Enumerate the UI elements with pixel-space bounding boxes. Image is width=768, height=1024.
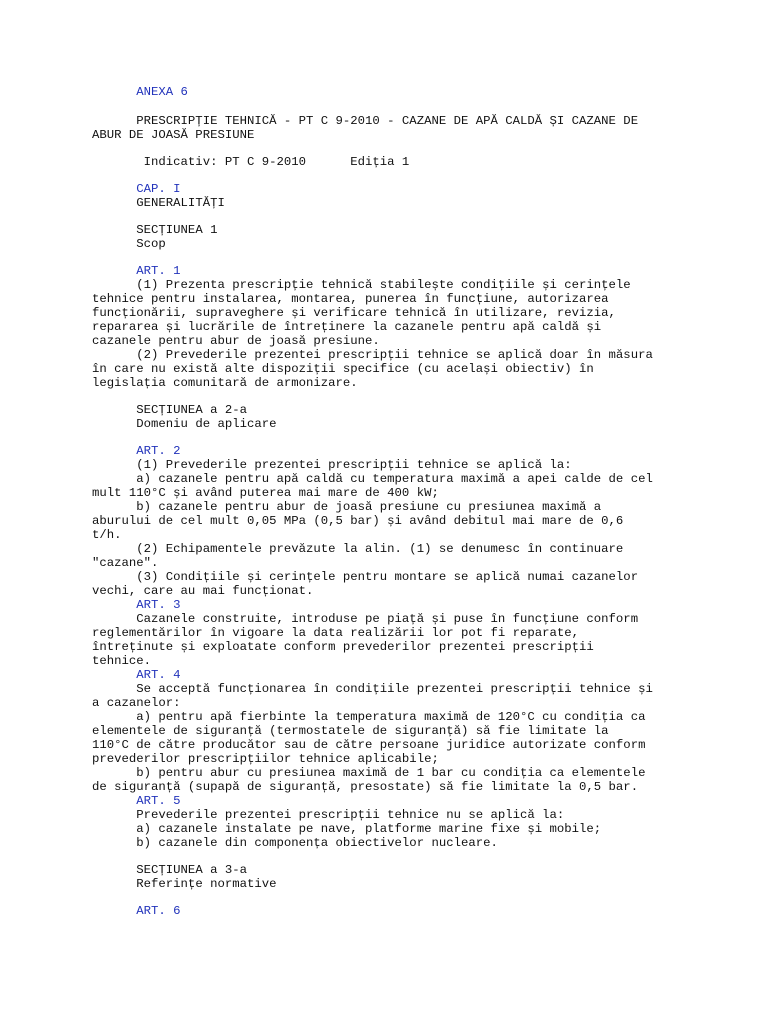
section-3-name: Referințe normative <box>136 877 277 891</box>
section-1-heading <box>92 223 217 237</box>
art5-line: a) cazanele instalate pe nave, platforme marine fixe și mobile; <box>92 822 602 836</box>
art2-line: (3) Condițiile și cerințele pentru montare se aplică numai cazanelor <box>92 570 639 584</box>
art3-line: întreținute și exploatate conform prevederilor prezentei prescripții <box>92 640 594 654</box>
art2-line: vechi, care au mai funcționat. <box>92 584 314 598</box>
art2-line: (2) Echipamentele prevăzute la alin. (1) se denumesc în continuare <box>92 542 624 556</box>
art2-line: "cazane". <box>92 556 159 570</box>
article-1-heading <box>92 264 181 278</box>
article-3-heading <box>92 598 181 612</box>
art5-line: Prevederile prezentei prescripții tehnice nu se aplică la: <box>92 808 565 822</box>
article-5-heading <box>92 794 181 808</box>
art1-line: funcționării, supraveghere și verificare tehnică în utilizare, revizia, <box>92 306 616 320</box>
art2-line: a) cazanele pentru apă caldă cu temperatura maximă a apei calde de cel <box>92 472 653 486</box>
section-2-label: SECȚIUNEA a 2-a <box>136 403 247 417</box>
section-3-label: SECȚIUNEA a 3-a <box>136 863 247 877</box>
art2-line: (1) Prevederile prezentei prescripții tehnice se aplică la: <box>92 458 572 472</box>
art4-line: prevederilor prescripțiilor tehnice aplicabile; <box>92 752 439 766</box>
art4-line: a) pentru apă fierbinte la temperatura maximă de 120°C cu condiția ca <box>92 710 646 724</box>
art2-line: t/h. <box>92 528 122 542</box>
art4-line: de siguranță (supapă de siguranță, presostate) să fie limitate la 0,5 bar. <box>92 780 639 794</box>
art4-line: elementele de siguranță (termostatele de siguranță) să fie limitate la <box>92 724 609 738</box>
article-6-heading <box>92 904 181 918</box>
annex-link[interactable]: ANEXA 6 <box>136 85 188 99</box>
article-6-link[interactable]: ART. 6 <box>136 904 181 918</box>
art2-line: b) cazanele pentru abur de joasă presiune cu presiunea maximă a <box>92 500 602 514</box>
article-2-heading <box>92 444 181 458</box>
art3-line: reglementărilor în vigoare la data realizării lor pot fi reparate, <box>92 626 580 640</box>
art5-line: b) cazanele din componența obiectivelor nucleare. <box>92 836 498 850</box>
art4-line: b) pentru abur cu presiunea maximă de 1 bar cu condiția ca elementele <box>92 766 646 780</box>
chapter-heading <box>92 182 181 196</box>
section-3-title <box>92 877 277 891</box>
article-1-link[interactable]: ART. 1 <box>136 264 181 278</box>
chapter-title <box>92 196 225 210</box>
article-2-link[interactable]: ART. 2 <box>136 444 181 458</box>
title-line-1: PRESCRIPȚIE TEHNICĂ - PT C 9-2010 - CAZANE DE APĂ CALDĂ ȘI CAZANE DE <box>92 114 639 128</box>
section-1-name: Scop <box>136 237 166 251</box>
art1-line: (2) Prevederile prezentei prescripții tehnice se aplică doar în măsura <box>92 348 653 362</box>
section-1-label: SECȚIUNEA 1 <box>136 223 218 237</box>
annex-heading <box>92 85 188 99</box>
section-3-heading <box>92 863 247 877</box>
art1-line: repararea și lucrările de întreținere la cazanele pentru apă caldă și <box>92 320 602 334</box>
article-3-link[interactable]: ART. 3 <box>136 598 181 612</box>
title-line-2: ABUR DE JOASĂ PRESIUNE <box>92 128 255 142</box>
art1-line: în care nu există alte dispoziții specifice (cu același obiectiv) în <box>92 362 594 376</box>
section-2-title <box>92 417 277 431</box>
article-5-link[interactable]: ART. 5 <box>136 794 181 808</box>
section-2-name: Domeniu de aplicare <box>136 417 277 431</box>
chapter-title-text: GENERALITĂȚI <box>136 196 225 210</box>
chapter-link[interactable]: CAP. I <box>136 182 181 196</box>
article-4-heading <box>92 668 181 682</box>
art3-line: tehnice. <box>92 654 152 668</box>
article-4-link[interactable]: ART. 4 <box>136 668 181 682</box>
art1-line: legislația comunitară de armonizare. <box>92 376 358 390</box>
indicativ-line: Indicativ: PT C 9-2010 Ediția 1 <box>92 155 410 169</box>
art3-line: Cazanele construite, introduse pe piață și puse în funcțiune conform <box>92 612 639 626</box>
section-1-title <box>92 237 166 251</box>
art1-line: tehnice pentru instalarea, montarea, punerea în funcțiune, autorizarea <box>92 292 609 306</box>
art1-line: cazanele pentru abur de joasă presiune. <box>92 334 380 348</box>
art2-line: aburului de cel mult 0,05 MPa (0,5 bar) și având debitul mai mare de 0,6 <box>92 514 624 528</box>
art4-line: a cazanelor: <box>92 696 181 710</box>
section-2-heading <box>92 403 247 417</box>
art1-line: (1) Prezenta prescripție tehnică stabilește condițiile și cerințele <box>92 278 631 292</box>
art4-line: Se acceptă funcționarea în condițiile prezentei prescripții tehnice și <box>92 682 653 696</box>
art2-line: mult 110°C și având puterea mai mare de 400 kW; <box>92 486 439 500</box>
art4-line: 110°C de către producător sau de către persoane juridice autorizate conform <box>92 738 646 752</box>
